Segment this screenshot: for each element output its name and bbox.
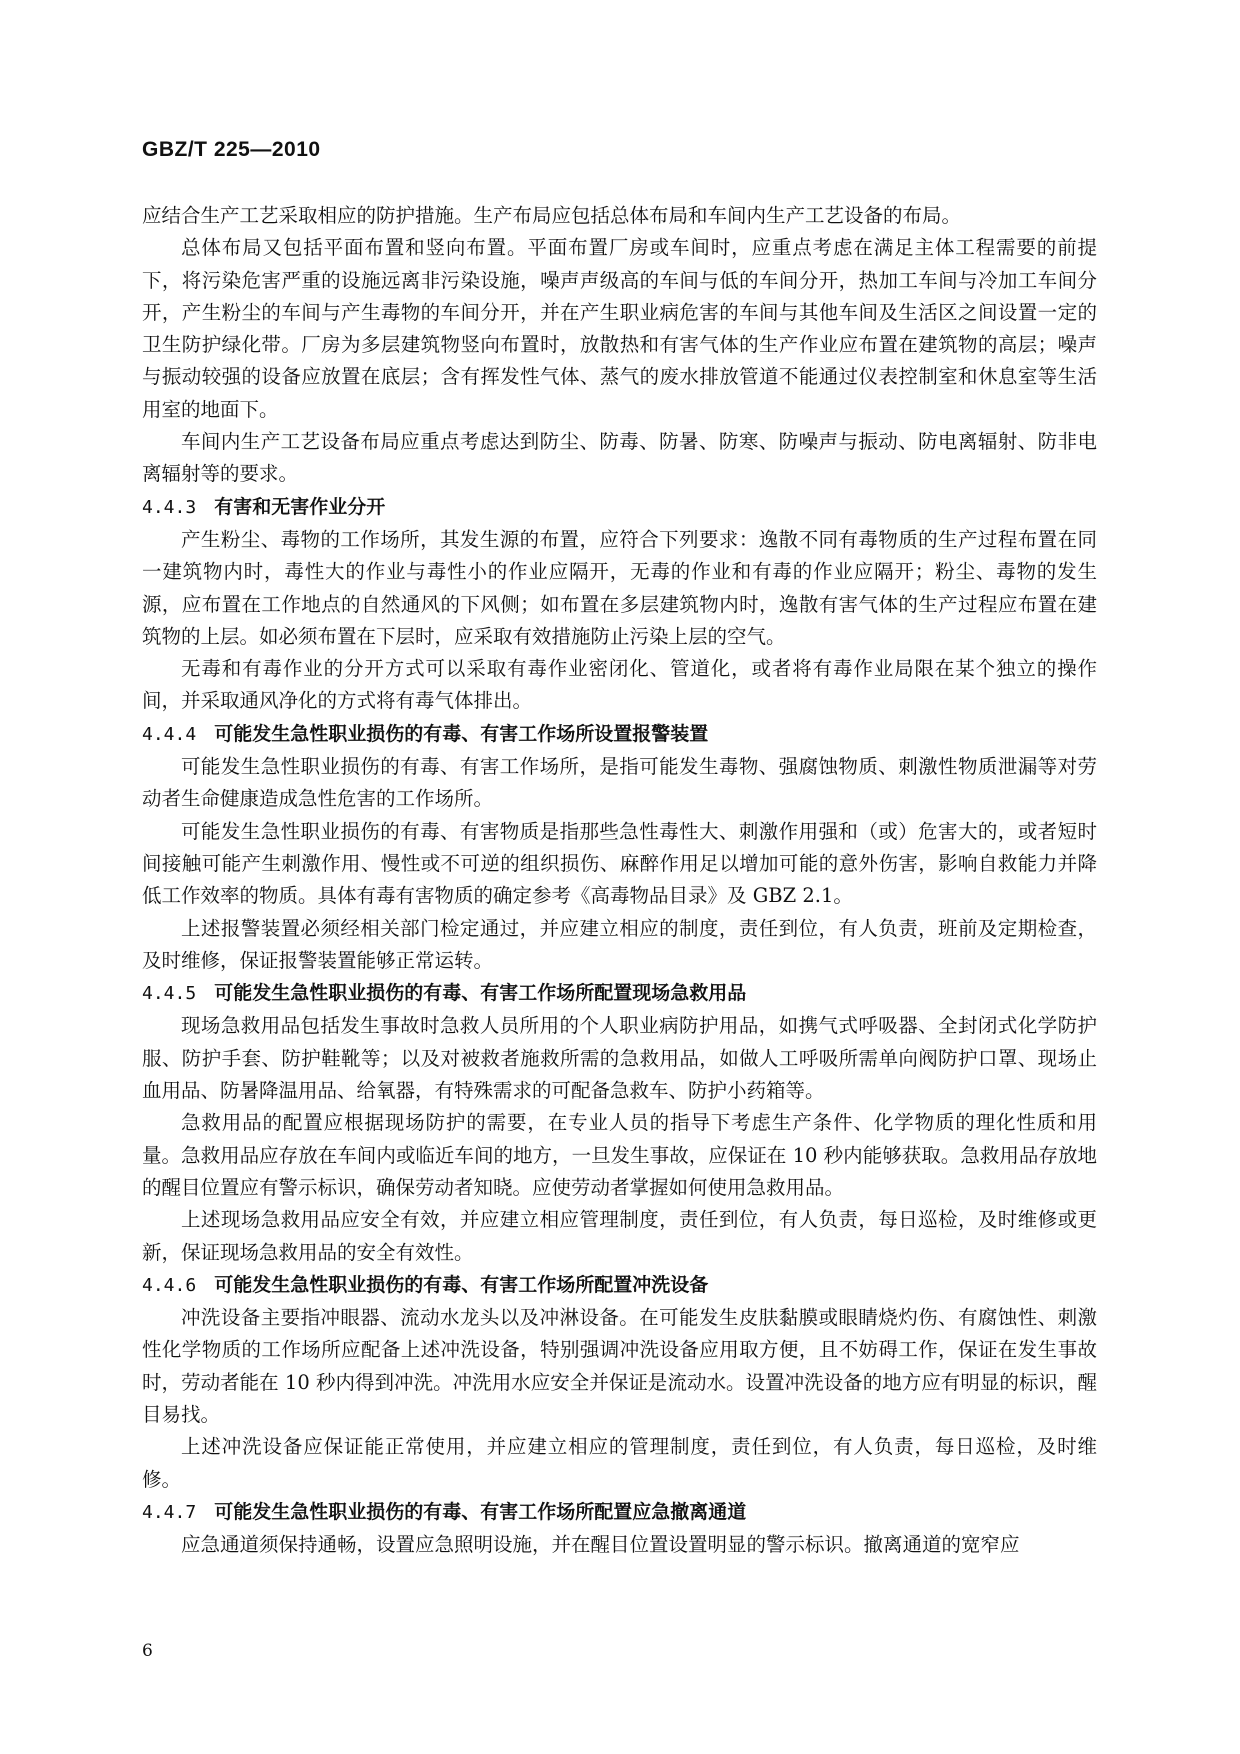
section-title: 有害和无害作业分开 <box>214 495 386 518</box>
section-heading-4-4-7 <box>142 1496 1097 1529</box>
body-paragraph: 产生粉尘、毒物的工作场所，其发生源的布置，应符合下列要求：逸散不同有毒物质的生产过程布置在同一建筑物内时，毒性大的作业与毒性小的作业应隔开，无毒的作业和有毒的作业应隔开；粉尘、毒物的发生源，应布置在工作地点的自然通风的下风侧；如布置在多层建筑物内时，逸散有害气体的生产过程应布置在建筑物的上层。如必须布置在下层时，应采取有效措施防止污染上层的空气。 <box>142 527 1097 648</box>
section-heading-4-4-6 <box>142 1269 1097 1302</box>
section-number: 4.4.3 <box>142 496 197 518</box>
section-heading-4-4-5 <box>142 977 1097 1010</box>
body-paragraph: 应结合生产工艺采取相应的防护措施。生产布局应包括总体布局和车间内生产工艺设备的布局。 <box>142 204 962 227</box>
body-paragraph: 急救用品的配置应根据现场防护的需要，在专业人员的指导下考虑生产条件、化学物质的理化性质和用量。急救用品应存放在车间内或临近车间的地方，一旦发生事故，应保证在 10 秒内能够获取。急救用品存放地的醒目位置应有警示标识，确保劳动者知晓。应使劳动者掌握如何使用急救用品。 <box>142 1111 1097 1199</box>
section-title: 可能发生急性职业损伤的有毒、有害工作场所配置现场急救用品 <box>214 982 747 1005</box>
body-paragraph: 可能发生急性职业损伤的有毒、有害物质是指那些急性毒性大、刺激作用强和（或）危害大的，或者短时间接触可能产生刺激作用、慢性或不可逆的组织损伤、麻醉作用足以增加可能的意外伤害，影响自救能力并降低工作效率的物质。具体有毒有害物质的确定参考《高毒物品目录》及 GBZ 2.1。 <box>142 819 1097 908</box>
body-paragraph: 应急通道须保持通畅，设置应急照明设施，并在醒目位置设置明显的警示标识。撤离通道的宽窄应 <box>181 1533 1020 1557</box>
body-paragraph: 上述冲洗设备应保证能正常使用，并应建立相应的管理制度，责任到位，有人负责，每日巡检，及时维修。 <box>142 1435 1097 1491</box>
section-title: 可能发生急性职业损伤的有毒、有害工作场所设置报警装置 <box>214 722 709 745</box>
body-paragraph: 现场急救用品包括发生事故时急救人员所用的个人职业病防护用品，如携气式呼吸器、全封闭式化学防护服、防护手套、防护鞋靴等；以及对被救者施救所需的急救用品，如做人工呼吸所需单向阀防护口罩、现场止血用品、防暑降温用品、给氧器，有特殊需求的可配备急救车、防护小药箱等。 <box>142 1014 1097 1103</box>
body-paragraph: 上述报警装置必须经相关部门检定通过，并应建立相应的制度，责任到位，有人负责，班前及定期检查，及时维修，保证报警装置能够正常运转。 <box>142 916 1097 972</box>
body-paragraph: 冲洗设备主要指冲眼器、流动水龙头以及冲淋设备。在可能发生皮肤黏膜或眼睛烧灼伤、有腐蚀性、刺激性化学物质的工作场所应配备上述冲洗设备，特别强调冲洗设备应用取方便，且不妨碍工作，保证在发生事故时，劳动者能在 10 秒内得到冲洗。冲洗用水应安全并保证是流动水。设置冲洗设备的地方应有明显的标识，醒目易找。 <box>142 1306 1097 1426</box>
body-paragraph: 总体布局又包括平面布置和竖向布置。平面布置厂房或车间时，应重点考虑在满足主体工程需要的前提下，将污染危害严重的设施远离非污染设施，噪声声级高的车间与低的车间分开，热加工车间与冷加工车间分开，产生粉尘的车间与产生毒物的车间分开，并在产生职业病危害的车间与其他车间及生活区之间设置一定的卫生防护绿化带。厂房为多层建筑物竖向布置时，放散热和有害气体的生产作业应布置在建筑物的高层；噪声与振动较强的设备应放置在底层；含有挥发性气体、蒸气的废水排放管道不能通过仪表控制室和休息室等生活用室的地面下。 <box>142 236 1097 421</box>
body-paragraph: 上述现场急救用品应安全有效，并应建立相应管理制度，责任到位，有人负责，每日巡检，及时维修或更新，保证现场急救用品的安全有效性。 <box>142 1208 1097 1264</box>
section-number: 4.4.6 <box>142 1274 197 1296</box>
section-heading-4-4-3 <box>142 491 1097 524</box>
body-paragraph: 可能发生急性职业损伤的有毒、有害工作场所，是指可能发生毒物、强腐蚀物质、刺激性物质泄漏等对劳动者生命健康造成急性危害的工作场所。 <box>142 755 1097 811</box>
standard-code: GBZ/T 225—2010 <box>142 138 321 161</box>
document-body <box>142 200 1097 1561</box>
section-number: 4.4.4 <box>142 723 197 745</box>
section-number: 4.4.7 <box>142 1501 197 1523</box>
section-heading-4-4-4 <box>142 718 1097 751</box>
section-title: 可能发生急性职业损伤的有毒、有害工作场所配置冲洗设备 <box>214 1273 709 1296</box>
body-paragraph: 车间内生产工艺设备布局应重点考虑达到防尘、防毒、防暑、防寒、防噪声与振动、防电离辐射、防非电离辐射等的要求。 <box>142 430 1097 486</box>
section-number: 4.4.5 <box>142 983 197 1005</box>
page-number: 6 <box>142 1641 153 1661</box>
section-title: 可能发生急性职业损伤的有毒、有害工作场所配置应急撤离通道 <box>214 1500 747 1523</box>
body-paragraph: 无毒和有毒作业的分开方式可以采取有毒作业密闭化、管道化，或者将有毒作业局限在某个独立的操作间，并采取通风净化的方式将有毒气体排出。 <box>142 657 1097 713</box>
